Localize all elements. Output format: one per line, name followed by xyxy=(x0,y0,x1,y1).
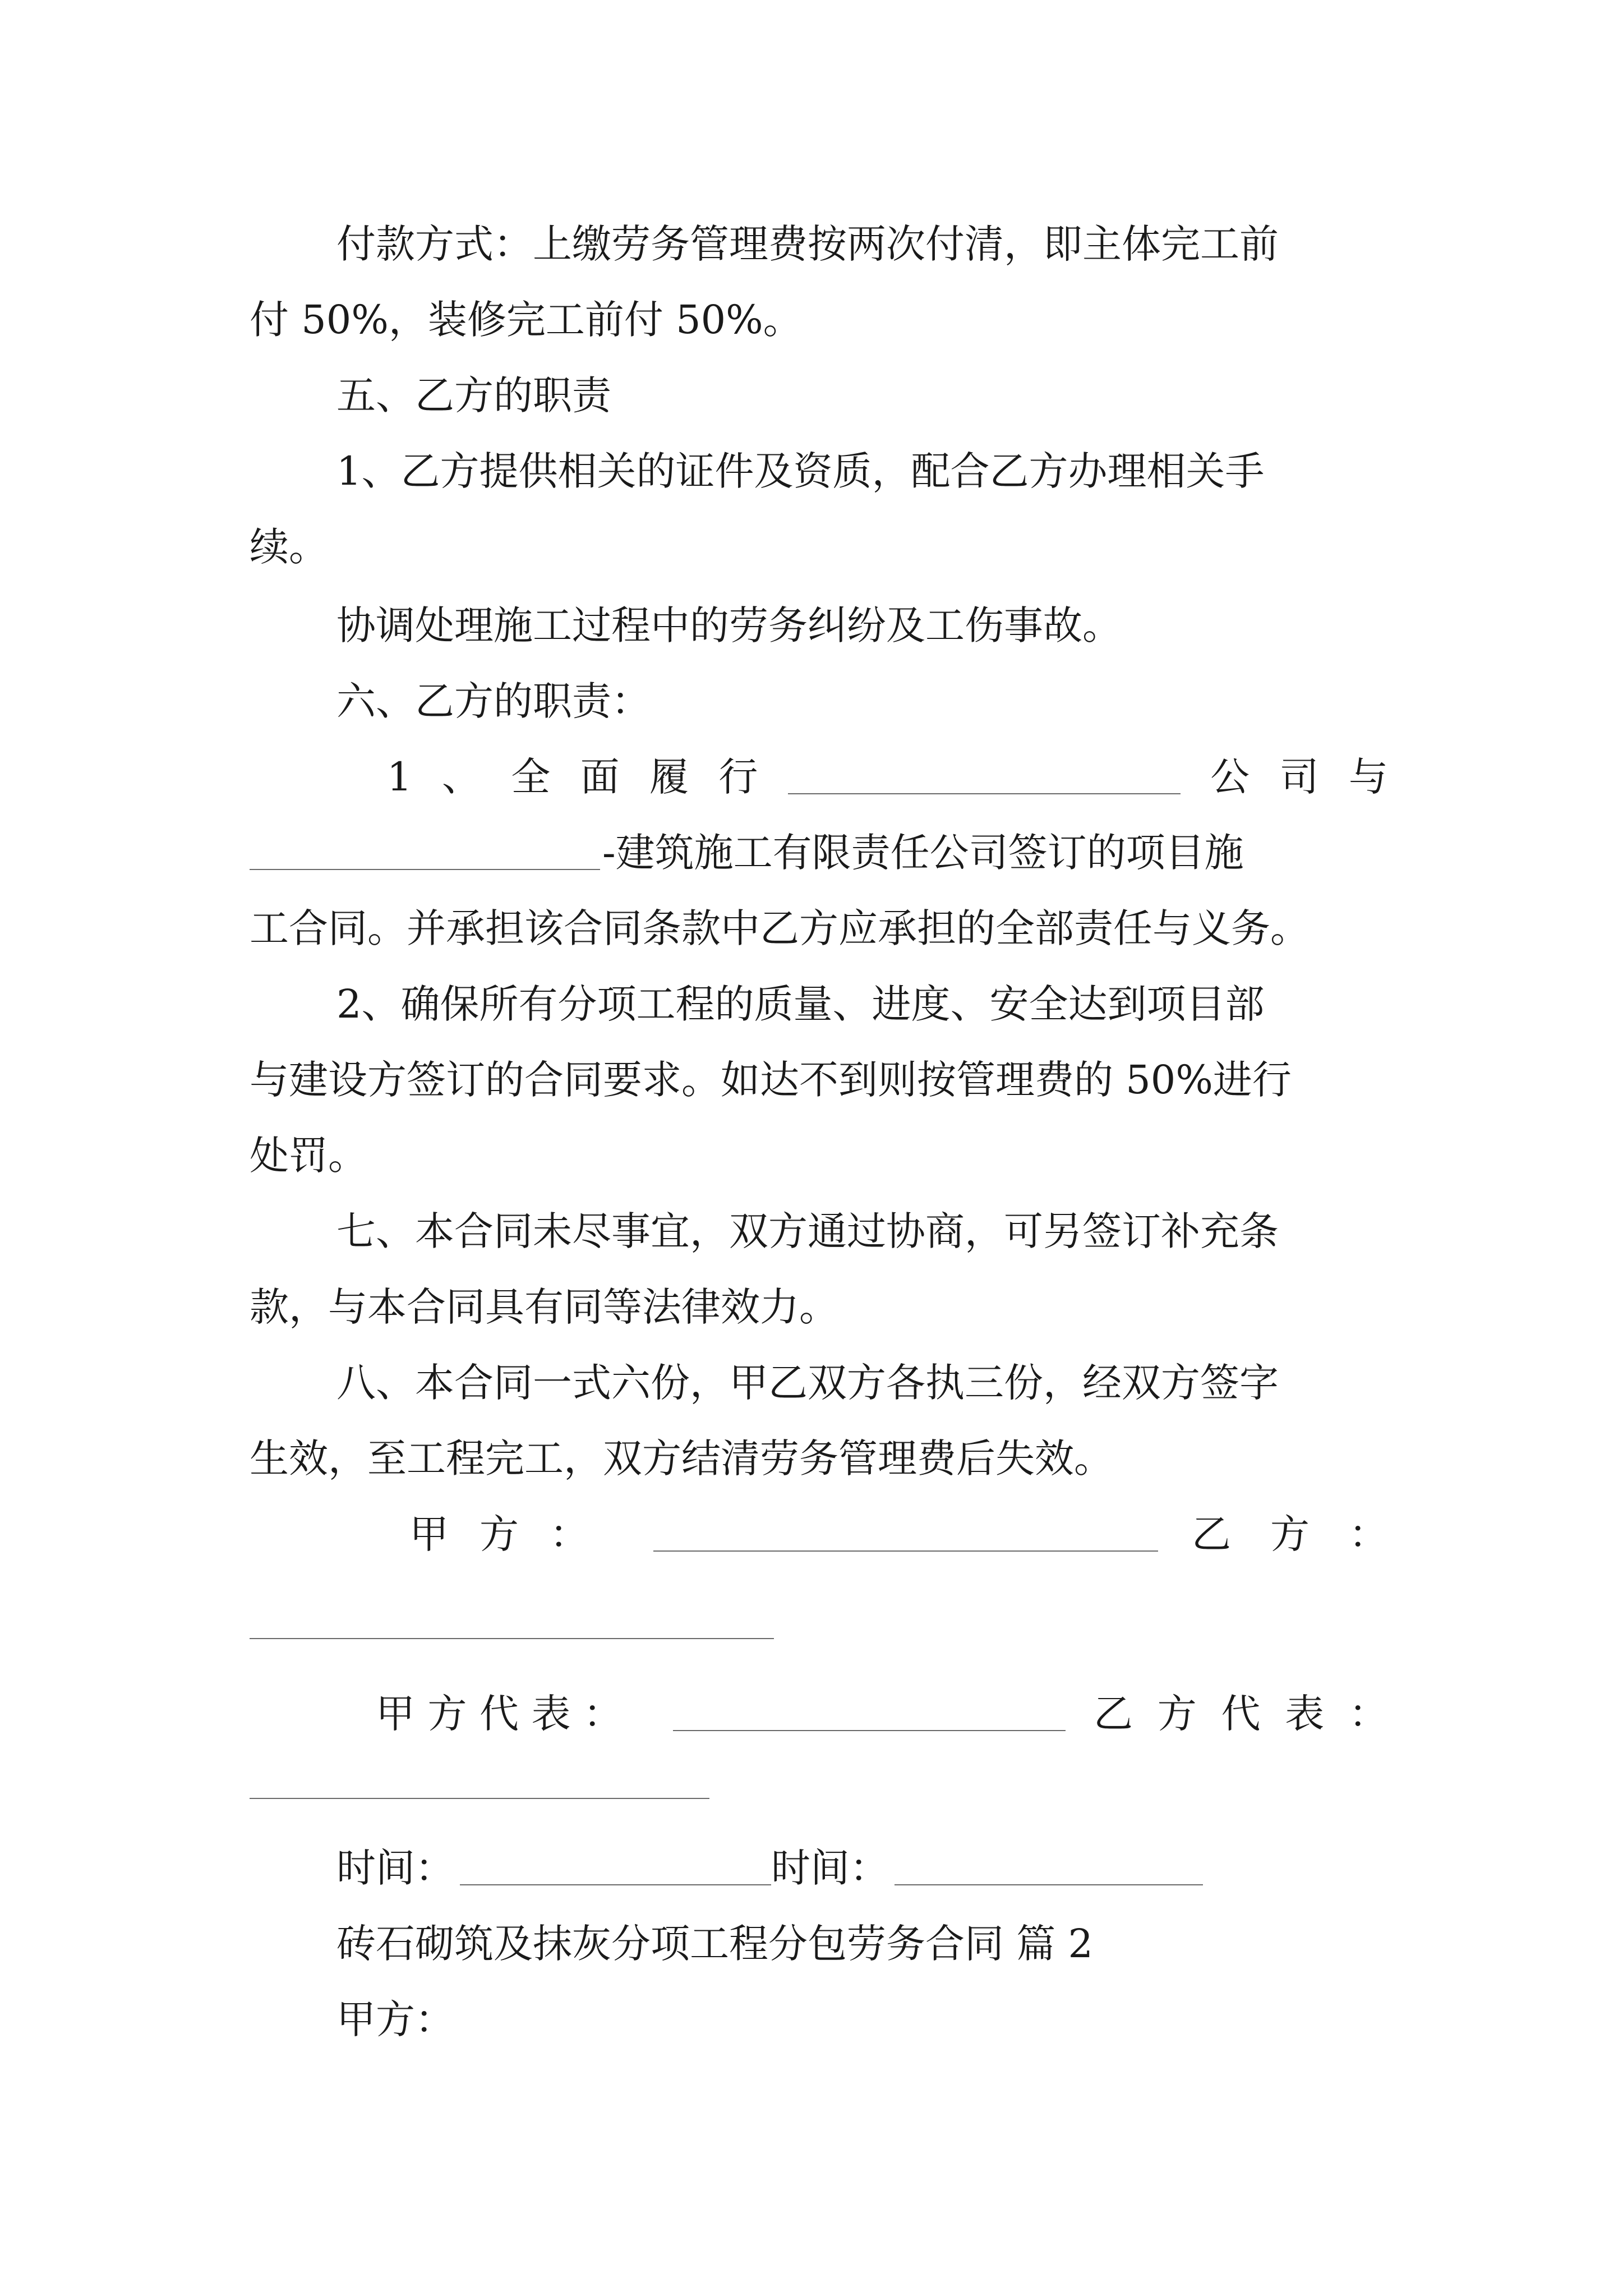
char: 乙 xyxy=(1192,1511,1231,1557)
section-7-line-1: 七、本合同未尽事宜，双方通过协商，可另签订补充条 xyxy=(336,1208,1279,1254)
char: ： xyxy=(1349,1691,1388,1737)
char: 全 xyxy=(511,754,551,800)
party-a-rep-label xyxy=(376,1680,623,1747)
char: 行 xyxy=(718,754,758,800)
signature-time-line xyxy=(336,1834,1388,1902)
next-contract-title: 砖石砌筑及抹灰分项工程分包劳务合同 篇 2 xyxy=(336,1921,1094,1967)
section-6-item-2-line-2: 与建设方签订的合同要求。如达不到则按管理费的 50%进行 xyxy=(250,1057,1292,1103)
party-b-rep-label xyxy=(1094,1680,1388,1747)
char: 、 xyxy=(441,754,481,800)
signature-representatives-line xyxy=(376,1680,1388,1747)
party-b-blank[interactable] xyxy=(250,1638,774,1639)
company-name-blank[interactable] xyxy=(788,760,1181,794)
payment-line-1: 付款方式：上缴劳务管理费按两次付清，即主体完工前 xyxy=(336,221,1279,267)
char: 方 xyxy=(1270,1511,1310,1557)
char: 面 xyxy=(580,754,620,800)
payment-line-2: 付 50%，装修完工前付 50%。 xyxy=(250,297,803,343)
section-6-item-2-line-1: 2、确保所有分项工程的质量、进度、安全达到项目部 xyxy=(336,981,1265,1027)
party-a-blank[interactable] xyxy=(653,1517,1158,1552)
char: 乙 xyxy=(1094,1691,1133,1737)
char: ： xyxy=(1349,1511,1388,1557)
section-5-item-2: 协调处理施工过程中的劳务纠纷及工伤事故。 xyxy=(336,602,1122,648)
char: ： xyxy=(583,1691,623,1737)
party-a-label xyxy=(409,1501,589,1568)
next-contract-party-a: 甲方： xyxy=(336,1996,454,2042)
time-label-a: 时间： xyxy=(336,1845,454,1891)
section-8-line-1: 八、本合同一式六份，甲乙双方各执三份，经双方签字 xyxy=(336,1360,1279,1406)
section-7-line-2: 款，与本合同具有同等法律效力。 xyxy=(250,1284,838,1330)
char: 代 xyxy=(479,1691,519,1737)
char: 代 xyxy=(1221,1691,1261,1737)
char: 方 xyxy=(479,1511,519,1557)
signature-parties-line xyxy=(409,1501,1388,1568)
section-6-title: 六、乙方的职责： xyxy=(336,678,651,724)
time-a-blank[interactable] xyxy=(460,1851,771,1885)
section-5-item-1-line-2: 续。 xyxy=(250,524,328,570)
char: 1 xyxy=(387,754,412,800)
party-b-label xyxy=(1192,1501,1388,1568)
section-6-item-1-line-1 xyxy=(387,743,1388,811)
char: 履 xyxy=(649,754,689,800)
time-label-b: 时间： xyxy=(771,1845,889,1891)
section-5-item-1-line-1: 1、乙方提供相关的证件及资质，配合乙方办理相关手 xyxy=(336,448,1265,494)
char: 公 xyxy=(1210,754,1250,800)
char: 方 xyxy=(1157,1691,1197,1737)
section-8-line-2: 生效，至工程完工，双方结清劳务管理费后失效。 xyxy=(250,1435,1113,1481)
section-6-item-2-line-3: 处罚。 xyxy=(250,1133,367,1179)
section-6-item-1-line-2 xyxy=(250,819,1388,886)
section-5-title: 五、乙方的职责 xyxy=(336,372,611,418)
char: 司 xyxy=(1279,754,1319,800)
section-6-item-1-line-2-text: -建筑施工有限责任公司签订的项目施 xyxy=(602,830,1244,876)
char: 表 xyxy=(1285,1691,1325,1737)
contractor-name-blank[interactable] xyxy=(250,835,600,870)
char: 表 xyxy=(531,1691,571,1737)
char: 甲 xyxy=(376,1691,415,1737)
party-a-rep-blank[interactable] xyxy=(673,1696,1066,1731)
char: 与 xyxy=(1348,754,1388,800)
time-b-blank[interactable] xyxy=(895,1851,1203,1885)
char: ： xyxy=(550,1511,589,1557)
char: 方 xyxy=(427,1691,467,1737)
party-b-rep-blank[interactable] xyxy=(250,1798,709,1799)
section-6-item-1-line-3: 工合同。并承担该合同条款中乙方应承担的全部责任与义务。 xyxy=(250,905,1310,951)
char: 甲 xyxy=(409,1511,449,1557)
